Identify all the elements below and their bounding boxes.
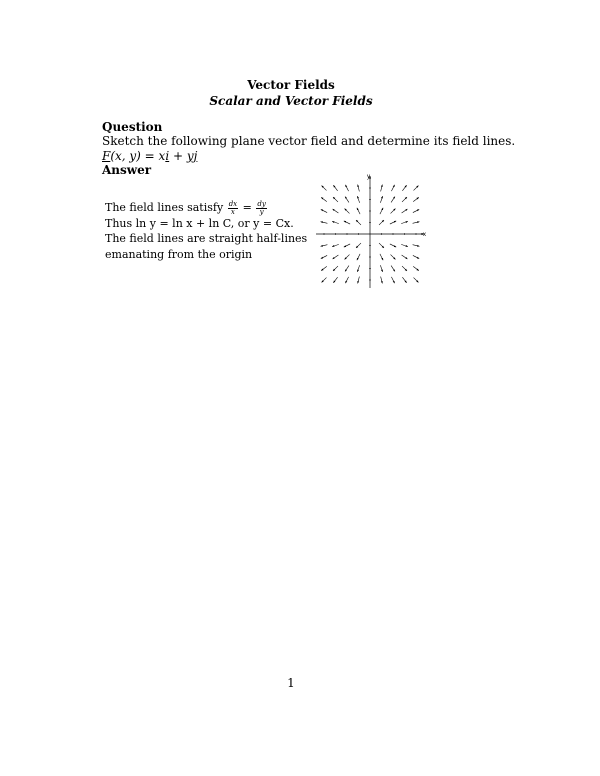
field-arrow	[357, 196, 359, 203]
fraction-dx-den: x	[230, 207, 235, 216]
fraction-dx-x	[228, 201, 238, 216]
field-arrow	[413, 245, 420, 247]
unit-vector-j: j	[193, 149, 198, 163]
answer-line-4: emanating from the origin	[105, 247, 253, 261]
field-arrow	[333, 209, 339, 213]
field-symbol: F	[102, 149, 111, 163]
field-arrow	[333, 255, 339, 259]
field-arrow	[413, 222, 420, 224]
field-args: (x, y) = x	[110, 149, 166, 163]
field-arrow	[345, 197, 349, 203]
field-arrow	[413, 266, 419, 270]
equals-sign: =	[242, 201, 252, 214]
unit-vector-i: i	[165, 149, 170, 163]
field-arrow	[380, 254, 383, 260]
field-arrow	[402, 277, 406, 283]
field-arrow	[345, 266, 349, 272]
answer-line-1-prefix: The field lines satisfy	[105, 201, 224, 214]
page-number: 1	[287, 676, 295, 690]
fraction-dx-num: dx	[228, 199, 238, 208]
y-axis-label: y	[367, 174, 370, 180]
field-arrow	[356, 220, 361, 225]
field-arrow	[402, 197, 407, 202]
field-arrow	[345, 185, 348, 191]
field-arrow	[381, 185, 383, 192]
field-arrow	[402, 266, 407, 271]
page-title: Vector Fields	[247, 78, 335, 92]
vector-field-plot	[312, 172, 432, 292]
field-arrow	[322, 278, 327, 283]
field-arrow	[344, 244, 350, 247]
answer-heading: Answer	[102, 163, 152, 177]
field-arrow	[333, 185, 337, 191]
fraction-dy-y	[256, 201, 266, 216]
fraction-dy-num: dy	[257, 199, 266, 208]
field-arrow	[413, 197, 419, 201]
field-arrow	[357, 265, 359, 272]
field-arrow	[380, 208, 383, 214]
field-arrow	[356, 243, 361, 248]
field-arrow	[358, 185, 360, 192]
question-heading: Question	[102, 120, 163, 134]
field-arrow	[358, 277, 360, 284]
field-arrow	[401, 221, 408, 223]
field-arrow	[379, 220, 384, 225]
field-arrow	[332, 244, 339, 246]
field-arrow	[357, 254, 360, 260]
field-arrow	[391, 185, 394, 191]
answer-line-1	[105, 200, 307, 216]
field-arrow	[333, 197, 338, 202]
answer-line-3: The field lines are straight half-lines	[105, 232, 308, 245]
field-arrow	[345, 277, 348, 283]
field-arrow	[380, 196, 382, 203]
field-arrow	[402, 209, 408, 213]
field-arrow	[321, 197, 327, 201]
field-arrow	[401, 244, 408, 246]
fraction-dy-den: y	[259, 207, 264, 216]
field-arrow	[414, 278, 419, 283]
answer-text	[105, 200, 307, 262]
field-plus: + y	[169, 149, 194, 163]
field-arrow	[357, 208, 360, 214]
field-arrow	[391, 266, 395, 272]
field-arrow	[345, 255, 350, 260]
field-arrow	[391, 197, 395, 203]
question-text: Sketch the following plane vector field and determine its field lines.	[102, 134, 516, 148]
field-arrow	[379, 243, 384, 248]
field-arrow	[414, 186, 419, 191]
field-arrow	[402, 185, 406, 191]
field-arrow	[402, 255, 408, 259]
field-arrow	[321, 209, 327, 212]
field-arrow	[345, 209, 350, 214]
field-arrow	[390, 221, 396, 224]
field-arrow	[321, 266, 327, 270]
field-arrow	[381, 277, 383, 284]
x-axis-label: x	[423, 232, 426, 238]
field-arrow	[322, 186, 327, 191]
field-arrow	[332, 221, 339, 223]
field-arrow	[333, 277, 337, 283]
field-arrow	[344, 221, 350, 224]
field-arrow	[390, 244, 396, 247]
field-arrow	[321, 222, 328, 224]
page-subtitle: Scalar and Vector Fields	[209, 94, 373, 108]
field-arrow	[413, 209, 419, 212]
field-arrow	[380, 265, 382, 272]
field-arrow	[391, 255, 396, 260]
field-arrow	[413, 255, 419, 258]
field-arrow	[333, 266, 338, 271]
field-arrow	[391, 277, 394, 283]
field-arrow	[321, 255, 327, 258]
field-arrow	[321, 245, 328, 247]
field-formula	[102, 149, 197, 163]
field-arrow	[391, 209, 396, 214]
answer-line-2: Thus ln y = ln x + ln C, or y = Cx.	[105, 216, 294, 230]
